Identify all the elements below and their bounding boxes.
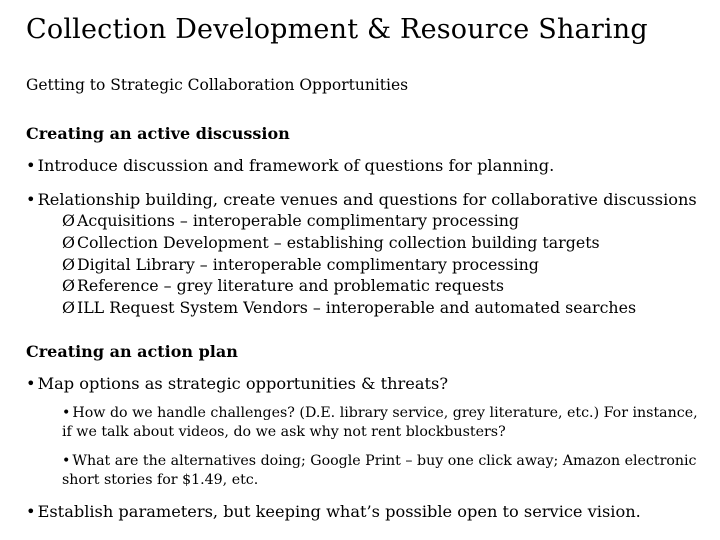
sub-bullet-text: How do we handle challenges? (D.E. library service, grey literature, etc.) For instance, if we talk about videos, do we ask why not rent blockbusters? (62, 405, 698, 440)
slide-title: Collection Development & Resource Sharing (26, 14, 648, 45)
arrow-bullet-icon: Ø (62, 276, 75, 295)
bullet-icon: • (26, 502, 36, 521)
bullet-icon: • (26, 190, 36, 209)
sub-item-text: Digital Library – interoperable complimentary processing (76, 255, 539, 274)
bullet-item (26, 502, 641, 521)
arrow-bullet-icon: Ø (62, 298, 75, 317)
arrow-bullet-icon: Ø (62, 233, 75, 252)
bullet-icon: • (26, 156, 36, 175)
bullet-icon: • (62, 405, 71, 421)
bullet-item (26, 156, 554, 175)
bullet-item (26, 374, 448, 393)
bullet-icon: • (26, 374, 36, 393)
bullet-item (26, 190, 697, 209)
sub-item (62, 276, 504, 295)
bullet-icon: • (62, 453, 71, 469)
section-heading-action-plan: Creating an action plan (26, 342, 238, 361)
slide-subtitle: Getting to Strategic Collaboration Opportunities (26, 76, 409, 94)
sub-bullet-text: What are the alternatives doing; Google Print – buy one click away; Amazon electronic short stories for $1.49, etc. (62, 453, 697, 488)
sub-bullet (62, 452, 702, 490)
arrow-bullet-icon: Ø (62, 255, 75, 274)
bullet-text: Establish parameters, but keeping what’s possible open to service vision. (37, 502, 641, 521)
sub-item-text: Collection Development – establishing collection building targets (76, 233, 600, 252)
sub-item (62, 298, 636, 317)
bullet-text: Relationship building, create venues and questions for collaborative discussions (37, 190, 697, 209)
sub-item-text: ILL Request System Vendors – interoperable and automated searches (76, 298, 637, 317)
sub-item (62, 255, 539, 274)
sub-item-text: Acquisitions – interoperable complimentary processing (76, 211, 520, 230)
bullet-text: Introduce discussion and framework of questions for planning. (37, 156, 555, 175)
sub-item (62, 211, 519, 230)
sub-item (62, 233, 600, 252)
sub-bullet (62, 404, 702, 442)
bullet-text: Map options as strategic opportunities & threats? (37, 374, 448, 393)
sub-item-text: Reference – grey literature and problematic requests (76, 276, 504, 295)
section-heading-discussion: Creating an active discussion (26, 124, 290, 143)
arrow-bullet-icon: Ø (62, 211, 75, 230)
